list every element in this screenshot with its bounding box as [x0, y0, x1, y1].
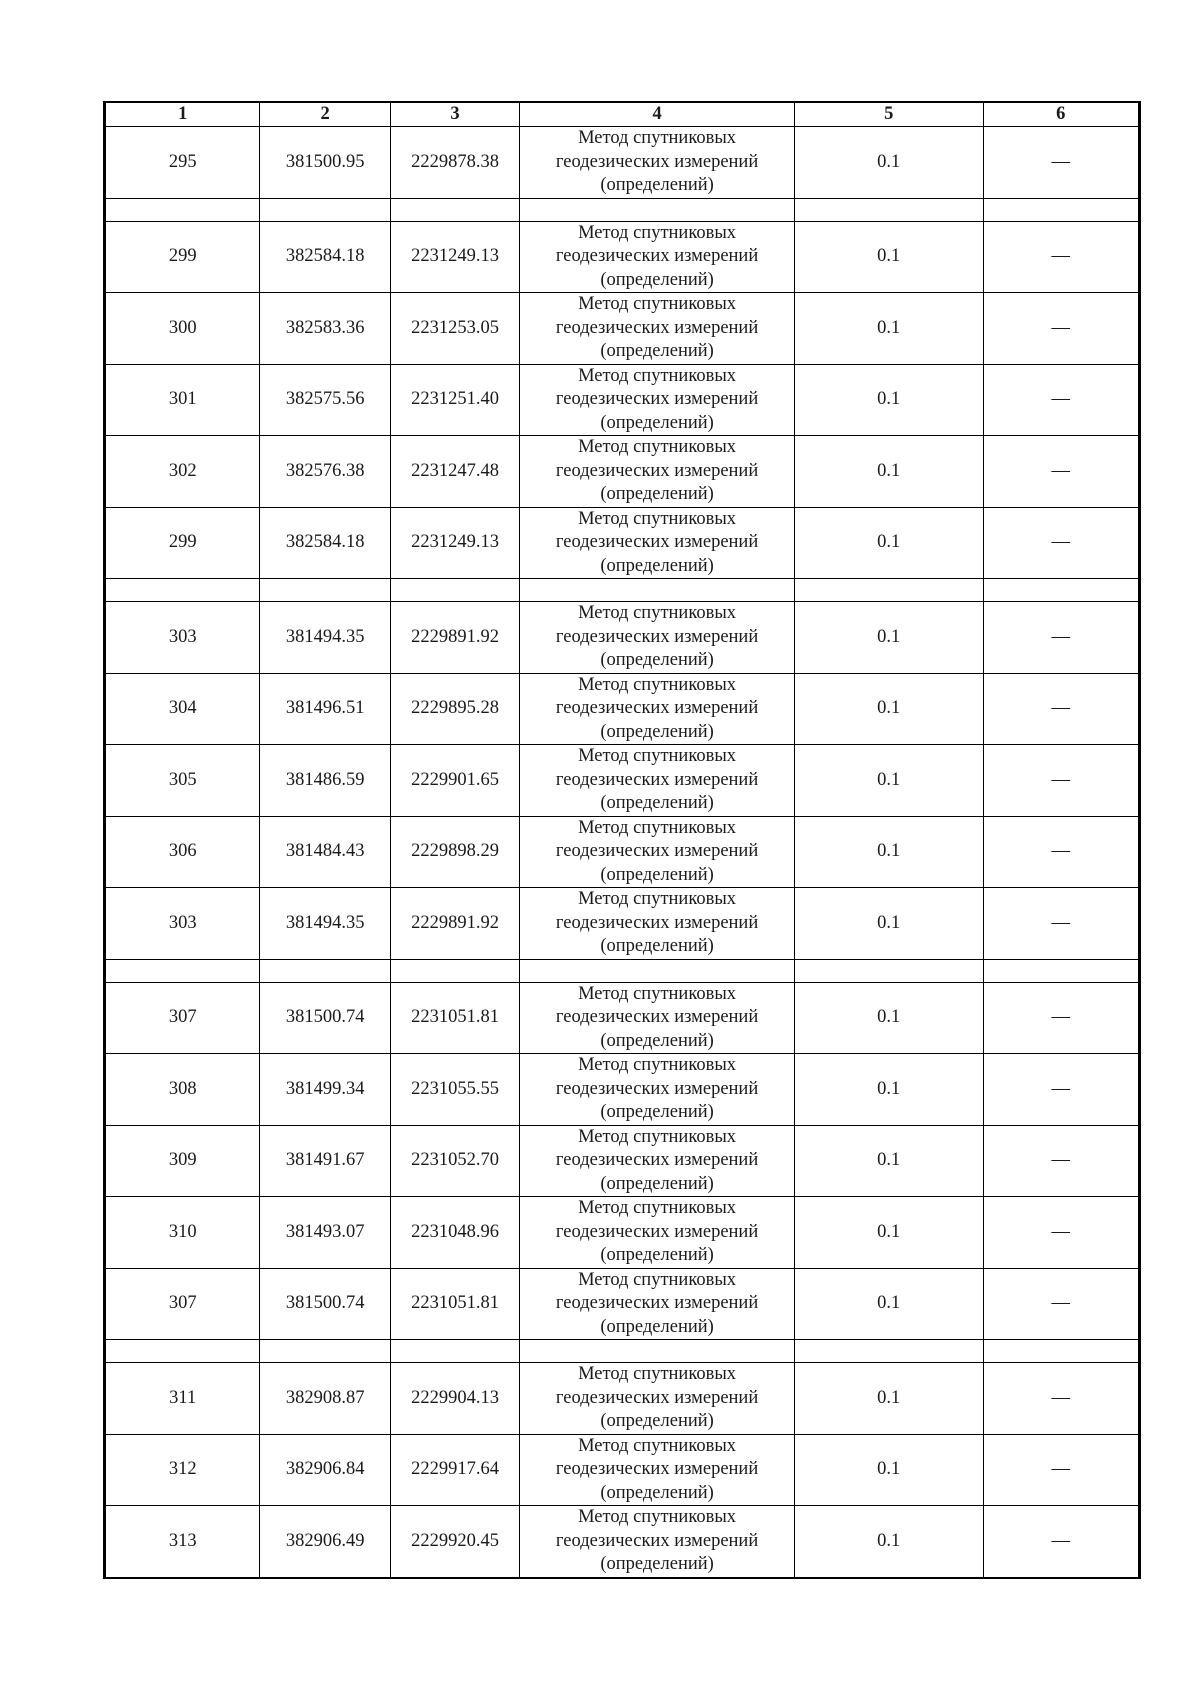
- empty-cell: [983, 198, 1140, 221]
- y-coordinate-cell: 2231251.40: [390, 364, 519, 436]
- empty-cell: [390, 1340, 519, 1363]
- accuracy-cell: 0.1: [794, 673, 983, 745]
- method-text: Метод спутниковых геодезических измерений (определений): [555, 365, 759, 433]
- y-coordinate-cell: 2231048.96: [390, 1197, 519, 1269]
- x-coordinate-cell: 381496.51: [260, 673, 390, 745]
- method-text: Метод спутниковых геодезических измерений (определений): [555, 128, 759, 195]
- method-text: Метод спутниковых геодезических измерений (определений): [555, 983, 759, 1051]
- method-cell: [520, 888, 795, 960]
- accuracy-cell: 0.1: [794, 293, 983, 365]
- point-number-cell: 313: [105, 1506, 260, 1578]
- empty-cell: [260, 579, 390, 602]
- empty-cell: [105, 959, 260, 982]
- table-row: [105, 127, 1140, 199]
- note-cell: —: [983, 1506, 1140, 1578]
- note-cell: —: [983, 816, 1140, 888]
- x-coordinate-cell: 382584.18: [260, 507, 390, 579]
- point-number-cell: 306: [105, 816, 260, 888]
- method-text: Метод спутниковых геодезических измерений (определений): [555, 1198, 759, 1265]
- table-row: [105, 507, 1140, 579]
- y-coordinate-cell: 2231055.55: [390, 1054, 519, 1126]
- table-row: [105, 1363, 1140, 1435]
- spacer-row: [105, 1340, 1140, 1363]
- table-row: [105, 888, 1140, 960]
- accuracy-cell: 0.1: [794, 888, 983, 960]
- note-cell: —: [983, 602, 1140, 674]
- method-text: Метод спутниковых геодезических измерений (определений): [555, 1055, 759, 1122]
- accuracy-cell: 0.1: [794, 221, 983, 293]
- header-row: [105, 102, 1140, 127]
- accuracy-cell: 0.1: [794, 364, 983, 436]
- x-coordinate-cell: 382575.56: [260, 364, 390, 436]
- accuracy-cell: 0.1: [794, 1268, 983, 1340]
- empty-cell: [520, 198, 795, 221]
- point-number-cell: 300: [105, 293, 260, 365]
- empty-cell: [520, 1340, 795, 1363]
- accuracy-cell: 0.1: [794, 745, 983, 817]
- accuracy-cell: 0.1: [794, 816, 983, 888]
- accuracy-cell: 0.1: [794, 1506, 983, 1578]
- point-number-cell: 309: [105, 1125, 260, 1197]
- method-text: Метод спутниковых геодезических измерений (определений): [555, 437, 759, 504]
- point-number-cell: 302: [105, 436, 260, 508]
- method-text: Метод спутниковых геодезических измерений (определений): [555, 746, 759, 813]
- point-number-cell: 303: [105, 888, 260, 960]
- x-coordinate-cell: 381500.74: [260, 982, 390, 1054]
- y-coordinate-cell: 2229898.29: [390, 816, 519, 888]
- method-text: Метод спутниковых геодезических измерений (определений): [555, 1364, 759, 1431]
- table-row: [105, 982, 1140, 1054]
- x-coordinate-cell: 381486.59: [260, 745, 390, 817]
- y-coordinate-cell: 2229901.65: [390, 745, 519, 817]
- method-cell: [520, 602, 795, 674]
- empty-cell: [794, 959, 983, 982]
- method-cell: [520, 507, 795, 579]
- empty-cell: [983, 959, 1140, 982]
- accuracy-cell: 0.1: [794, 507, 983, 579]
- table-row: [105, 221, 1140, 293]
- y-coordinate-cell: 2231051.81: [390, 1268, 519, 1340]
- accuracy-cell: 0.1: [794, 1434, 983, 1506]
- method-text: Метод спутниковых геодезических измерений (определений): [555, 674, 759, 742]
- table-row: [105, 1434, 1140, 1506]
- x-coordinate-cell: 382583.36: [260, 293, 390, 365]
- note-cell: —: [983, 1363, 1140, 1435]
- method-text: Метод спутниковых геодезических измерений (определений): [555, 817, 759, 885]
- point-number-cell: 312: [105, 1434, 260, 1506]
- y-coordinate-cell: 2231247.48: [390, 436, 519, 508]
- y-coordinate-cell: 2231249.13: [390, 221, 519, 293]
- y-coordinate-cell: 2229878.38: [390, 127, 519, 199]
- point-number-cell: 307: [105, 1268, 260, 1340]
- method-text: Метод спутниковых геодезических измерений (определений): [555, 1435, 759, 1503]
- table-row: [105, 602, 1140, 674]
- empty-cell: [794, 198, 983, 221]
- header-col-4: 4: [520, 102, 795, 127]
- y-coordinate-cell: 2231051.81: [390, 982, 519, 1054]
- empty-cell: [105, 198, 260, 221]
- table-row: [105, 436, 1140, 508]
- note-cell: —: [983, 436, 1140, 508]
- table-row: [105, 1506, 1140, 1578]
- x-coordinate-cell: 381500.74: [260, 1268, 390, 1340]
- point-number-cell: 299: [105, 221, 260, 293]
- accuracy-cell: 0.1: [794, 1054, 983, 1126]
- method-cell: [520, 1363, 795, 1435]
- point-number-cell: 305: [105, 745, 260, 817]
- point-number-cell: 299: [105, 507, 260, 579]
- accuracy-cell: 0.1: [794, 602, 983, 674]
- x-coordinate-cell: 382906.49: [260, 1506, 390, 1578]
- table-row: [105, 1054, 1140, 1126]
- method-cell: [520, 1506, 795, 1578]
- table-row: [105, 364, 1140, 436]
- x-coordinate-cell: 382906.84: [260, 1434, 390, 1506]
- header-col-1: 1: [105, 102, 260, 127]
- y-coordinate-cell: 2229895.28: [390, 673, 519, 745]
- spacer-row: [105, 959, 1140, 982]
- table-row: [105, 1268, 1140, 1340]
- empty-cell: [520, 579, 795, 602]
- empty-cell: [390, 579, 519, 602]
- method-cell: [520, 293, 795, 365]
- point-number-cell: 311: [105, 1363, 260, 1435]
- empty-cell: [390, 959, 519, 982]
- empty-cell: [105, 1340, 260, 1363]
- method-cell: [520, 673, 795, 745]
- note-cell: —: [983, 507, 1140, 579]
- note-cell: —: [983, 888, 1140, 960]
- method-text: Метод спутниковых геодезических измерений (определений): [555, 603, 759, 670]
- accuracy-cell: 0.1: [794, 436, 983, 508]
- x-coordinate-cell: 381494.35: [260, 602, 390, 674]
- header-col-3: 3: [390, 102, 519, 127]
- x-coordinate-cell: 381493.07: [260, 1197, 390, 1269]
- empty-cell: [983, 1340, 1140, 1363]
- note-cell: —: [983, 1054, 1140, 1126]
- y-coordinate-cell: 2229891.92: [390, 602, 519, 674]
- accuracy-cell: 0.1: [794, 1197, 983, 1269]
- accuracy-cell: 0.1: [794, 1363, 983, 1435]
- header-col-2: 2: [260, 102, 390, 127]
- note-cell: —: [983, 673, 1140, 745]
- x-coordinate-cell: 381500.95: [260, 127, 390, 199]
- empty-cell: [794, 1340, 983, 1363]
- table-row: [105, 816, 1140, 888]
- point-number-cell: 307: [105, 982, 260, 1054]
- spacer-row: [105, 579, 1140, 602]
- note-cell: —: [983, 1434, 1140, 1506]
- x-coordinate-cell: 381484.43: [260, 816, 390, 888]
- point-number-cell: 301: [105, 364, 260, 436]
- y-coordinate-cell: 2231052.70: [390, 1125, 519, 1197]
- method-cell: [520, 1125, 795, 1197]
- method-cell: [520, 127, 795, 199]
- empty-cell: [260, 959, 390, 982]
- y-coordinate-cell: 2231249.13: [390, 507, 519, 579]
- method-cell: [520, 745, 795, 817]
- point-number-cell: 308: [105, 1054, 260, 1126]
- method-text: Метод спутниковых геодезических измерений (определений): [555, 889, 759, 956]
- note-cell: —: [983, 1268, 1140, 1340]
- accuracy-cell: 0.1: [794, 1125, 983, 1197]
- note-cell: —: [983, 127, 1140, 199]
- x-coordinate-cell: 382576.38: [260, 436, 390, 508]
- y-coordinate-cell: 2229891.92: [390, 888, 519, 960]
- method-cell: [520, 1197, 795, 1269]
- method-text: Метод спутниковых геодезических измерений (определений): [555, 222, 759, 290]
- note-cell: —: [983, 293, 1140, 365]
- x-coordinate-cell: 381494.35: [260, 888, 390, 960]
- note-cell: —: [983, 1125, 1140, 1197]
- point-number-cell: 295: [105, 127, 260, 199]
- method-text: Метод спутниковых геодезических измерений (определений): [555, 294, 759, 361]
- table-row: [105, 673, 1140, 745]
- method-cell: [520, 364, 795, 436]
- method-text: Метод спутниковых геодезических измерений (определений): [555, 1126, 759, 1194]
- note-cell: —: [983, 221, 1140, 293]
- x-coordinate-cell: 382908.87: [260, 1363, 390, 1435]
- empty-cell: [794, 579, 983, 602]
- header-col-5: 5: [794, 102, 983, 127]
- empty-cell: [520, 959, 795, 982]
- method-text: Метод спутниковых геодезических измерений (определений): [555, 508, 759, 576]
- point-number-cell: 310: [105, 1197, 260, 1269]
- y-coordinate-cell: 2229904.13: [390, 1363, 519, 1435]
- accuracy-cell: 0.1: [794, 127, 983, 199]
- note-cell: —: [983, 364, 1140, 436]
- note-cell: —: [983, 745, 1140, 817]
- accuracy-cell: 0.1: [794, 982, 983, 1054]
- empty-cell: [260, 1340, 390, 1363]
- spacer-row: [105, 198, 1140, 221]
- method-cell: [520, 221, 795, 293]
- method-text: Метод спутниковых геодезических измерений (определений): [555, 1507, 759, 1574]
- x-coordinate-cell: 382584.18: [260, 221, 390, 293]
- empty-cell: [983, 579, 1140, 602]
- note-cell: —: [983, 982, 1140, 1054]
- table-row: [105, 1197, 1140, 1269]
- method-cell: [520, 1268, 795, 1340]
- empty-cell: [260, 198, 390, 221]
- method-cell: [520, 1434, 795, 1506]
- method-text: Метод спутниковых геодезических измерений (определений): [555, 1269, 759, 1337]
- header-col-6: 6: [983, 102, 1140, 127]
- x-coordinate-cell: 381499.34: [260, 1054, 390, 1126]
- x-coordinate-cell: 381491.67: [260, 1125, 390, 1197]
- empty-cell: [105, 579, 260, 602]
- coordinates-table: [103, 101, 1141, 1579]
- method-cell: [520, 982, 795, 1054]
- method-cell: [520, 1054, 795, 1126]
- method-cell: [520, 816, 795, 888]
- method-cell: [520, 436, 795, 508]
- point-number-cell: 304: [105, 673, 260, 745]
- y-coordinate-cell: 2229917.64: [390, 1434, 519, 1506]
- table-row: [105, 293, 1140, 365]
- y-coordinate-cell: 2229920.45: [390, 1506, 519, 1578]
- empty-cell: [390, 198, 519, 221]
- note-cell: —: [983, 1197, 1140, 1269]
- point-number-cell: 303: [105, 602, 260, 674]
- table-body: [105, 127, 1140, 1578]
- table-row: [105, 745, 1140, 817]
- table-row: [105, 1125, 1140, 1197]
- y-coordinate-cell: 2231253.05: [390, 293, 519, 365]
